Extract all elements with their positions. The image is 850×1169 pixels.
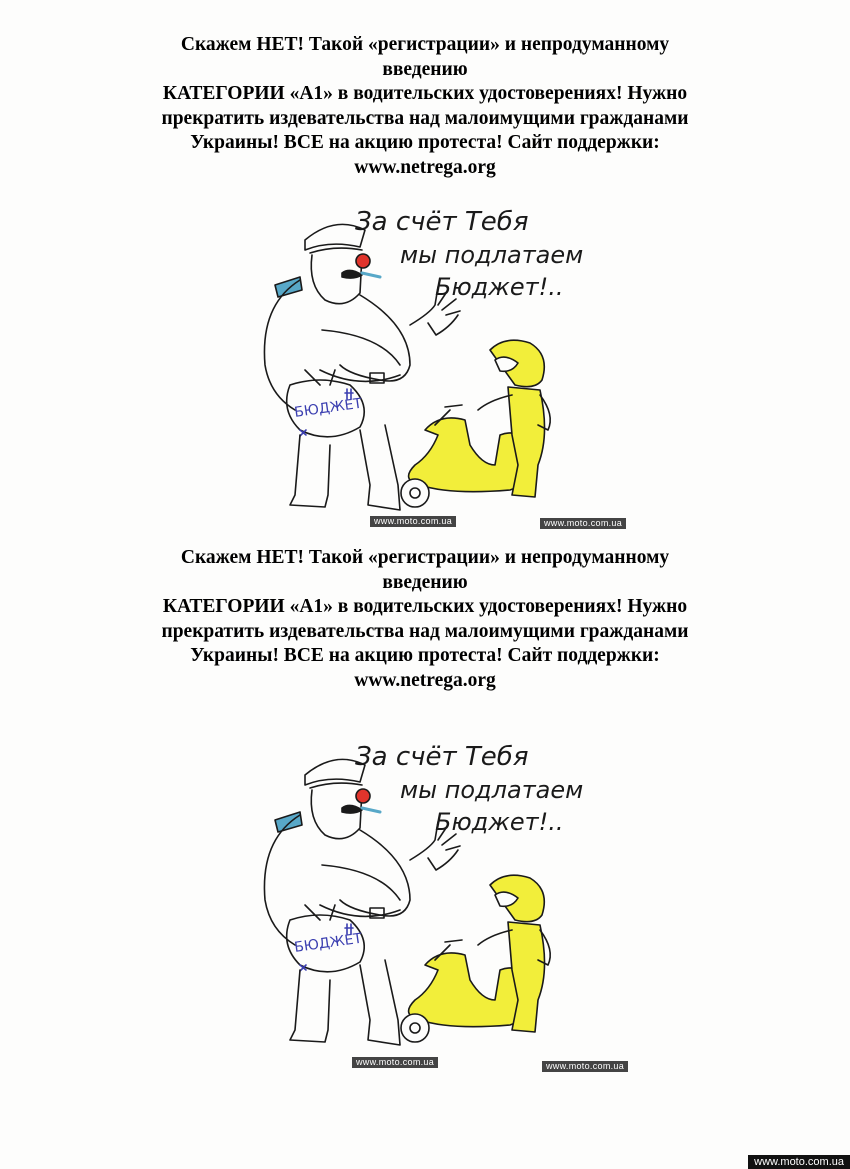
cartoon-illustration-bottom [250, 730, 640, 1065]
leaflet-line: Скажем НЕТ! Такой «регистрации» и непродуманному [180, 547, 670, 568]
leaflet-line: прекратить издевательства над малоимущими гражданами [161, 620, 689, 642]
leaflet-text-bottom [0, 546, 850, 693]
speech-text: За счёт Тебя [355, 742, 529, 772]
leaflet-line: Украины! ВСЕ на акцию протеста! Сайт поддержки: [190, 132, 660, 153]
cartoon-watermark: www.moto.com.ua [352, 1057, 438, 1068]
cartoon-watermark: www.moto.com.ua [542, 1061, 628, 1072]
sack-label: БЮДЖЕТ [293, 395, 364, 421]
leaflet-line: прекратить издевательства над малоимущими гражданами [161, 107, 689, 129]
site-watermark: www.moto.com.ua [748, 1155, 850, 1169]
leaflet-line: www.netrega.org [354, 669, 496, 691]
cartoon-watermark: www.moto.com.ua [370, 516, 456, 527]
leaflet-line: введению [382, 58, 468, 80]
leaflet-line: Скажем НЕТ! Такой «регистрации» и непродуманному [180, 34, 670, 55]
speech-text: мы подлатаем [400, 241, 584, 269]
speech-text: За счёт Тебя [355, 207, 529, 237]
speech-text: Бюджет!.. [435, 273, 564, 301]
leaflet-line: www.netrega.org [354, 156, 496, 178]
leaflet-line: Украины! ВСЕ на акцию протеста! Сайт поддержки: [190, 645, 660, 666]
speech-text: Бюджет!.. [435, 808, 564, 836]
leaflet-line: введению [382, 571, 468, 593]
cartoon-illustration-top [250, 195, 640, 530]
leaflet-text-top [0, 33, 850, 180]
leaflet-line: КАТЕГОРИИ «А1» в водительских удостоверениях! Нужно [162, 83, 688, 104]
speech-text: мы подлатаем [400, 776, 584, 804]
cartoon-watermark: www.moto.com.ua [540, 518, 626, 529]
sack-label: БЮДЖЕТ [293, 930, 364, 956]
leaflet-line: КАТЕГОРИИ «А1» в водительских удостоверениях! Нужно [162, 596, 688, 617]
